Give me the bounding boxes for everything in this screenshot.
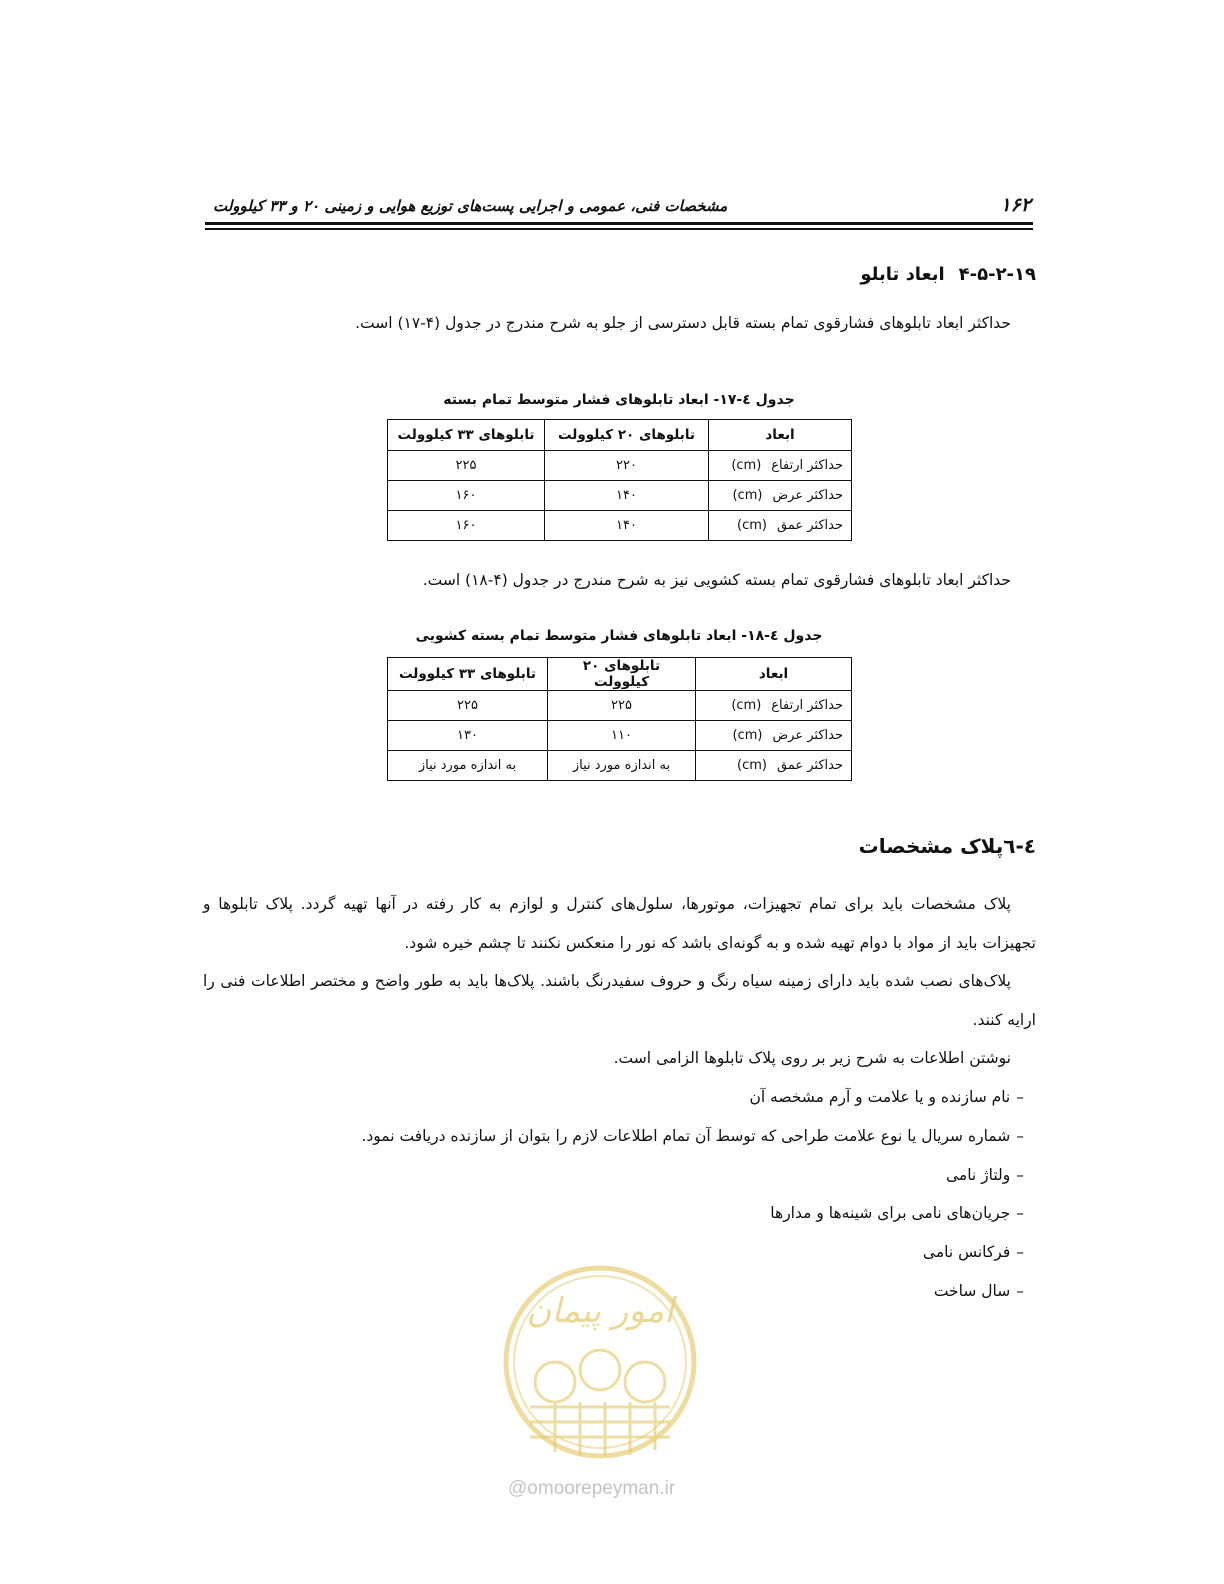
- value-33kv: ۱۶۰: [388, 511, 545, 541]
- list-item: –جریان‌های نامی برای شینه‌ها و مدارها: [770, 1204, 1024, 1223]
- dimensions-table-4-18: [387, 657, 852, 781]
- table-header-row: [388, 658, 852, 691]
- column-header: ابعاد: [709, 420, 852, 451]
- dimension-label: حداکثر ارتفاع: [771, 698, 843, 713]
- dimension-label: حداکثر عمق: [776, 758, 843, 773]
- list-item: –فرکانس نامی: [922, 1243, 1024, 1262]
- nameplate-paragraph-1: پلاک مشخصات باید برای تمام تجهیزات، موتورها، سلول‌های کنترل و لوازم به کار رفته در آنها تهیه گردد. پلاک تابلوها و تجهیزات باید از مواد با دوام تهیه شده و به گونه‌ای باشد که نور را منعکس نکنند تا چشم خیره شود.: [203, 895, 1036, 952]
- column-header: تابلوهای ۲۰ کیلوولت: [545, 420, 709, 451]
- table-caption-4-17: جدول ٤-۱۷- ابعاد تابلوهای فشار متوسط تمام بسته: [443, 392, 795, 408]
- column-header: ابعاد: [696, 658, 852, 691]
- dimension-cell: [709, 451, 852, 481]
- unit-label: (cm): [731, 458, 762, 473]
- table-header-row: [388, 420, 852, 451]
- list-item: –سال ساخت: [933, 1281, 1024, 1300]
- dimension-cell: [696, 691, 852, 721]
- section-number: ٤-٦: [1003, 834, 1036, 858]
- at-icon: @: [508, 1478, 528, 1499]
- unit-label: (cm): [731, 698, 762, 713]
- column-header: تابلوهای ۳۳ کیلوولت: [388, 658, 548, 691]
- value-33kv: ۲۲۵: [388, 451, 545, 481]
- section-title: پلاک مشخصات: [858, 834, 1004, 858]
- value-20kv: ۱۱۰: [548, 721, 696, 751]
- table-row: [388, 481, 852, 511]
- dimensions-table-4-17: [387, 419, 852, 541]
- list-item: –نام سازنده و یا علامت و آرم مشخصه آن: [749, 1088, 1024, 1106]
- dimension-label: حداکثر ارتفاع: [771, 458, 843, 473]
- column-header: تابلوهای ۳۳ کیلوولت: [388, 420, 545, 451]
- value-20kv: ۱۴۰: [545, 481, 709, 511]
- section-heading-nameplate: [859, 834, 1036, 858]
- page-number: ۱۶۲: [1000, 194, 1031, 216]
- section-title: ابعاد تابلو: [860, 264, 945, 285]
- section-number: ۴-۵-۲-۱۹: [958, 264, 1036, 285]
- section-heading-panel-dimensions: [860, 264, 1036, 285]
- dimension-label: حداکثر عرض: [772, 488, 843, 503]
- value-20kv: ۱۴۰: [545, 511, 709, 541]
- intro-paragraph: حداکثر ابعاد تابلوهای فشارقوی تمام بسته قابل دسترسی از جلو به شرح مندرج در جدول (۴-۱۷) است.: [355, 314, 1011, 332]
- watermark-url: @omoorepeyman.ir: [508, 1478, 676, 1499]
- dimension-cell: [696, 751, 852, 781]
- list-item: –ولتاژ نامی: [945, 1165, 1024, 1184]
- nameplate-paragraph-3: نوشتن اطلاعات به شرح زیر بر روی پلاک تابلوها الزامی است.: [613, 1049, 1011, 1067]
- table-row: [388, 451, 852, 481]
- dimension-label: حداکثر عرض: [772, 728, 843, 743]
- value-33kv: ۱۶۰: [388, 481, 545, 511]
- watermark-logo-text: امور پیمان: [526, 1291, 674, 1331]
- value-20kv: به اندازه مورد نیاز: [548, 751, 696, 781]
- watermark-logo: [500, 1262, 700, 1462]
- page-header: [205, 194, 1033, 232]
- table-row: [388, 511, 852, 541]
- mid-paragraph: حداکثر ابعاد تابلوهای فشارقوی تمام بسته کشویی نیز به شرح مندرج در جدول (۴-۱۸) است.: [422, 571, 1011, 589]
- table-row: [388, 691, 852, 721]
- value-33kv: به اندازه مورد نیاز: [388, 751, 548, 781]
- column-header: تابلوهای ۲۰ کیلوولت: [548, 658, 696, 691]
- unit-label: (cm): [737, 758, 767, 773]
- value-33kv: ۲۲۵: [388, 691, 548, 721]
- dimension-cell: [709, 481, 852, 511]
- value-33kv: ۱۳۰: [388, 721, 548, 751]
- table-caption-4-18: جدول ٤-۱۸- ابعاد تابلوهای فشار متوسط تمام بسته کشویی: [415, 628, 823, 644]
- unit-label: (cm): [737, 518, 767, 533]
- unit-label: (cm): [732, 728, 763, 743]
- value-20kv: ۲۲۰: [545, 451, 709, 481]
- dimension-cell: [696, 721, 852, 751]
- dimension-label: حداکثر عمق: [776, 518, 843, 533]
- table-row: [388, 751, 852, 781]
- running-title: مشخصات فنی، عمومی و اجرایی پست‌های توزیع هوایی و زمینی ۲۰ و ۳۳ کیلوولت: [213, 197, 728, 215]
- header-rule-thin: [205, 228, 1033, 230]
- table-row: [388, 721, 852, 751]
- value-20kv: ۲۲۵: [548, 691, 696, 721]
- list-item: –شماره سریال یا نوع علامت طراحی که توسط آن تمام اطلاعات لازم را بتوان از سازنده دریافت نمود.: [361, 1126, 1024, 1145]
- nameplate-paragraph-2: پلاک‌های نصب شده باید دارای زمینه سیاه رنگ و حروف سفیدرنگ باشند. پلاک‌ها باید به طور واضح و مختصر اطلاعات فنی را ارایه کنند.: [203, 972, 1036, 1029]
- dimension-cell: [709, 511, 852, 541]
- unit-label: (cm): [732, 488, 763, 503]
- header-rule-thick: [205, 222, 1033, 225]
